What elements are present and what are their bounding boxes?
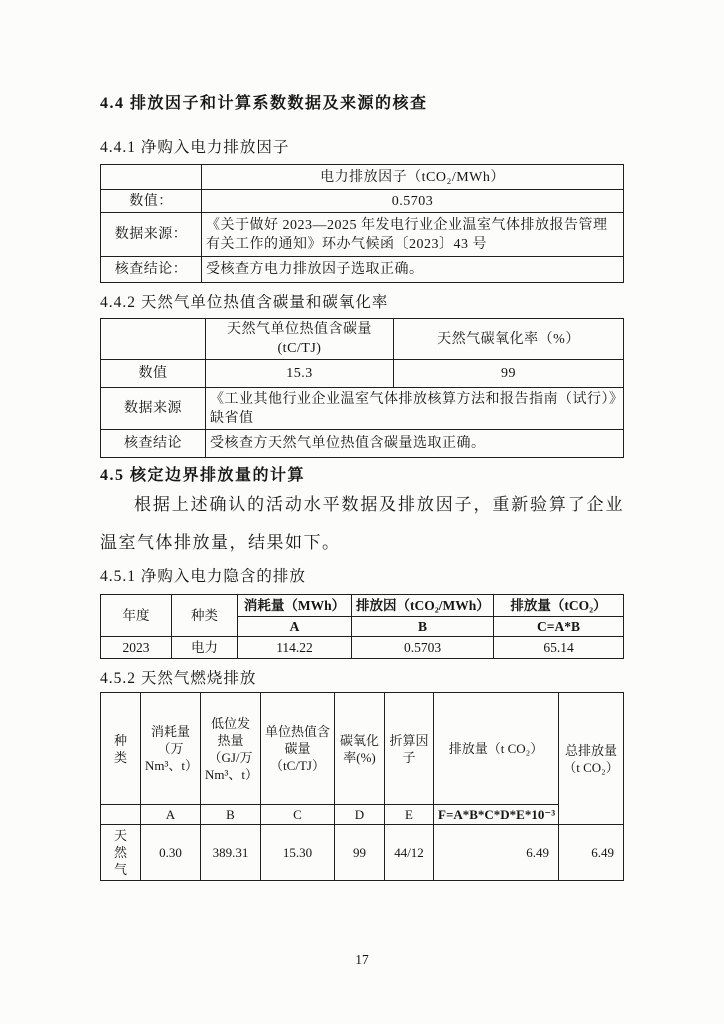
emission-cell: 6.49: [434, 825, 559, 881]
table-subheader-row: [101, 805, 624, 825]
table-header-row: [101, 693, 624, 805]
electricity-emission-table: [100, 594, 624, 659]
row-label-cell: 核查结论：: [101, 257, 202, 283]
row-label-cell: 数值: [101, 360, 206, 388]
sub-header-b: B: [201, 805, 261, 825]
col-header-emission: 排放量（tCO₂）: [494, 595, 624, 617]
col-header-total: 总排放量（t CO₂）: [559, 693, 624, 825]
col-header-year: 年度: [101, 595, 172, 637]
table-row: [101, 190, 624, 213]
gas-emission-table: [100, 692, 624, 881]
factor-cell: 0.5703: [352, 637, 494, 659]
row-label-cell: 数据来源: [101, 388, 206, 430]
value-cell: 99: [394, 360, 624, 388]
col-header-emission: 排放量（t CO₂）: [434, 693, 559, 805]
consumption-cell: 0.30: [141, 825, 201, 881]
sub-header-e: E: [385, 805, 434, 825]
consumption-cell: 114.22: [238, 637, 352, 659]
total-emission-cell: 6.49: [559, 825, 624, 881]
col-header-type: 种类: [101, 693, 141, 805]
type-cell: 天然气: [101, 825, 141, 881]
table-header-cell: 电力排放因子（tCO₂/MWh）: [202, 165, 624, 190]
page-number: 17: [355, 952, 369, 967]
conclusion-cell: 受核查方电力排放因子选取正确。: [202, 257, 624, 283]
table-data-row: [101, 637, 624, 659]
col-header-consumption: 消耗量（MWh）: [238, 595, 352, 617]
section-title-4-5-2: 4.5.2 天然气燃烧排放: [100, 670, 257, 687]
sub-header-a: A: [141, 805, 201, 825]
sub-header-c: C=A*B: [494, 617, 624, 637]
value-cell: 15.3: [206, 360, 394, 388]
conclusion-cell: 受核查方天然气单位热值含碳量选取正确。: [206, 430, 624, 458]
col-header-carbon: 单位热值含碳量（tC/TJ）: [261, 693, 335, 805]
oxidation-cell: 99: [335, 825, 385, 881]
table-header-cell: 天然气单位热值含碳量(tC/TJ): [206, 319, 394, 360]
table-row: [101, 213, 624, 257]
source-cell: 《工业其他行业企业温室气体排放核算方法和报告指南（试行）》缺省值: [206, 388, 624, 430]
type-cell: 电力: [172, 637, 238, 659]
table-row: [101, 257, 624, 283]
table-row: [101, 388, 624, 430]
value-cell: 0.5703: [202, 190, 624, 213]
section-title-4-4: 4.4 排放因子和计算系数数据及来源的核查: [100, 95, 428, 112]
sub-header-a: A: [238, 617, 352, 637]
row-label-cell: 数值：: [101, 190, 202, 213]
row-label-cell: 核查结论: [101, 430, 206, 458]
gas-factor-table: [100, 318, 624, 458]
section-title-4-5-1: 4.5.1 净购入电力隐含的排放: [100, 568, 306, 585]
empty-cell: [101, 805, 141, 825]
section-title-4-4-2: 4.4.2 天然气单位热值含碳量和碳氧化率: [100, 294, 389, 311]
year-cell: 2023: [101, 637, 172, 659]
conversion-cell: 44/12: [385, 825, 434, 881]
sub-header-c: C: [261, 805, 335, 825]
electricity-factor-table: [100, 164, 624, 283]
col-header-factor: 排放因（tCO₂/MWh）: [352, 595, 494, 617]
sub-header-b: B: [352, 617, 494, 637]
table-row: [101, 319, 624, 360]
section-title-4-5: 4.5 核定边界排放量的计算: [100, 467, 306, 484]
table-header-row: [101, 595, 624, 617]
carbon-cell: 15.30: [261, 825, 335, 881]
table-data-row: [101, 825, 624, 881]
source-cell: 《关于做好 2023—2025 年发电行业企业温室气体排放报告管理有关工作的通知》环办气候函〔2023〕43 号: [202, 213, 624, 257]
ncv-cell: 389.31: [201, 825, 261, 881]
empty-cell: [101, 319, 206, 360]
sub-header-f-formula: F=A*B*C*D*E*10⁻³: [434, 805, 559, 825]
empty-cell: [101, 165, 202, 190]
emission-cell: 65.14: [494, 637, 624, 659]
col-header-conversion: 折算因子: [385, 693, 434, 805]
table-row: [101, 165, 624, 190]
col-header-consumption: 消耗量（万 Nm³、t）: [141, 693, 201, 805]
page-content: [100, 0, 624, 881]
sub-header-d: D: [335, 805, 385, 825]
row-label-cell: 数据来源：: [101, 213, 202, 257]
col-header-ncv: 低位发热量（GJ/万 Nm³、t）: [201, 693, 261, 805]
body-paragraph: 根据上述确认的活动水平数据及排放因子，重新验算了企业温室气体排放量，结果如下。: [100, 495, 624, 552]
col-header-type: 种类: [172, 595, 238, 637]
col-header-oxidation: 碳氧化率(%): [335, 693, 385, 805]
section-title-4-4-1: 4.4.1 净购入电力排放因子: [100, 139, 290, 156]
table-row: [101, 430, 624, 458]
table-header-cell: 天然气碳氧化率（%）: [394, 319, 624, 360]
table-row: [101, 360, 624, 388]
